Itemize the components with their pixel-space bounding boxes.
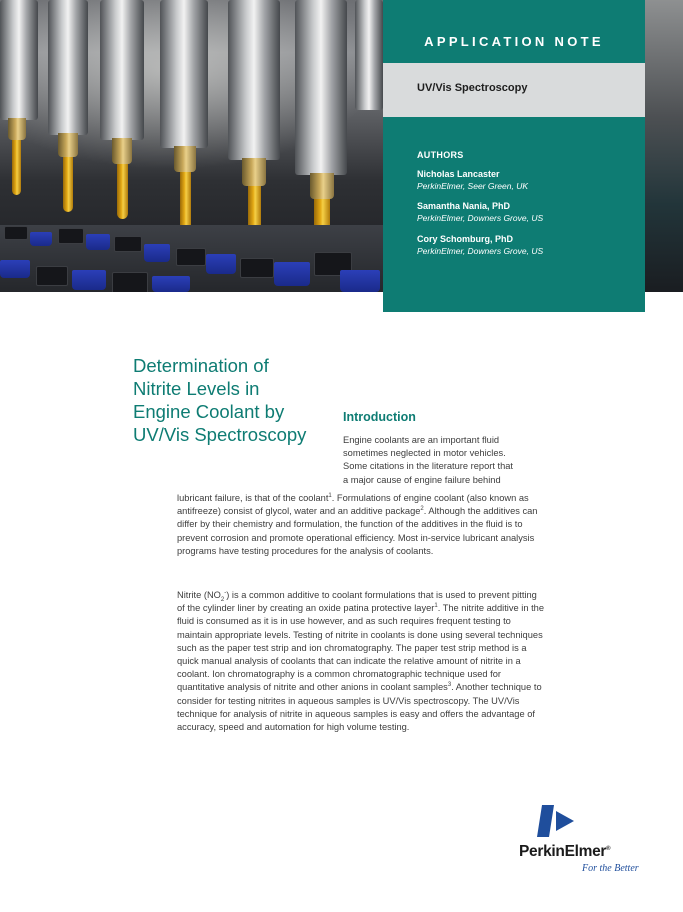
logo-wordmark: PerkinElmer® bbox=[519, 843, 611, 860]
paragraph-intro-start: Engine coolants are an important fluid sometimes neglected in motor vehicles. Some citations in the literature report that a major cause of engine failure behind bbox=[343, 435, 514, 485]
header-panel bbox=[383, 0, 645, 312]
document-type-label: APPLICATION NOTE bbox=[424, 34, 604, 49]
paragraph-intro: lubricant failure, is that of the coolant$^1$. Formulations of engine coolant (also known as antifreeze) consist of glycol, water and an additive package$^2$. Although the additives can differ by their chemistry and formulation, the function of the additives in the fluid is to prevent corrosion and promote operational efficiency. Most in-service lubricant analysis programs have testing procedures for the analysis of coolants. bbox=[177, 492, 538, 556]
author-name: Nicholas Lancaster bbox=[417, 169, 500, 179]
author-name: Samantha Nania, PhD bbox=[417, 201, 511, 211]
technique-band bbox=[383, 63, 645, 117]
logo-tagline: For the Better bbox=[582, 863, 639, 874]
title-line: Determination of bbox=[133, 355, 269, 376]
author-affiliation: PerkinElmer, Seer Green, UK bbox=[417, 181, 529, 191]
authors-heading: AUTHORS bbox=[417, 150, 464, 160]
author-block bbox=[417, 168, 528, 192]
technique-label: UV/Vis Spectroscopy bbox=[417, 82, 528, 94]
paragraph-nitrite: Nitrite $(NO_2^-)$ is a common additive to coolant formulations that is used to prevent pitting of the cylinder liner by creating an oxide patina protective layer$^1$. The nitrite additive in the fluid is consumed as it is in use however, and as such requires frequent testing to maintain appropriate levels. Testing of nitrite in coolants is done using several techniques such as the paper test strip and ion chromatography. The paper test strip method is a quick manual analysis of coolants that can indicate the relative amount of nitrite in a coolant. Ion chromatography is a common chromatographic technique used for quantitative analysis of nitrite and other anions in coolant samples$^3$. Another technique to consider for testing nitrites in aqueous samples is UV/Vis spectroscopy. The UV/Vis technique for analysis of nitrite in aqueous samples is easy and offers the advantage of accuracy, speed and automation for high volume testing. bbox=[177, 589, 544, 733]
document-title bbox=[133, 354, 343, 446]
perkinelmer-logo bbox=[514, 803, 644, 883]
title-line: UV/Vis Spectroscopy bbox=[133, 424, 307, 445]
author-affiliation: PerkinElmer, Downers Grove, US bbox=[417, 213, 544, 223]
author-affiliation: PerkinElmer, Downers Grove, US bbox=[417, 246, 544, 256]
author-block bbox=[417, 233, 543, 257]
author-block bbox=[417, 200, 543, 224]
title-line: Nitrite Levels in bbox=[133, 378, 260, 399]
title-line: Engine Coolant by bbox=[133, 401, 285, 422]
logo-mark-icon bbox=[514, 803, 644, 845]
author-name: Cory Schomburg, PhD bbox=[417, 234, 514, 244]
introduction-heading: Introduction bbox=[343, 410, 416, 424]
